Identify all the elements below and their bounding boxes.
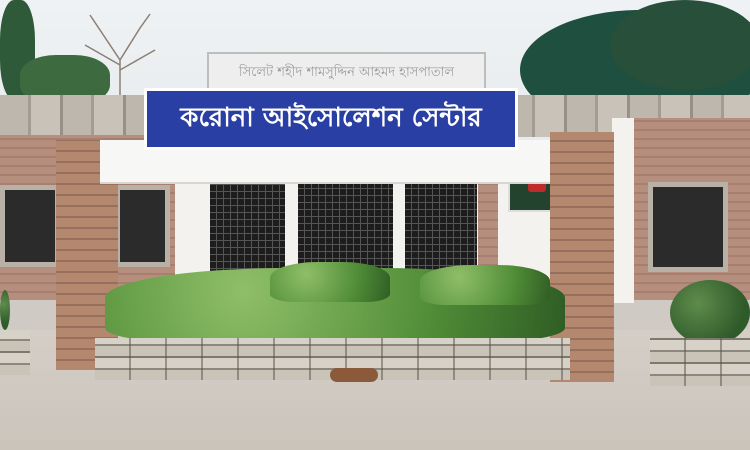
grille-door-1: [210, 182, 285, 282]
hedge-top-2: [420, 265, 550, 305]
isolation-center-text: করোনা আইসোলেশন সেন্টার: [180, 103, 482, 133]
right-planter: [650, 338, 750, 386]
right-wall-trim: [612, 118, 634, 303]
dog-lying: [330, 368, 378, 382]
left-window-2: [115, 185, 170, 267]
hedge-top-1: [270, 262, 390, 302]
left-window-1: [0, 185, 60, 267]
bare-tree-branches: [60, 10, 180, 100]
left-shrub: [0, 290, 10, 330]
right-shrub: [670, 280, 750, 345]
grille-door-3: [405, 182, 477, 272]
isolation-center-sign: [144, 88, 518, 150]
hospital-name-text: সিলেট শহীদ শামসুদ্দিন আহমদ হাসপাতাল: [238, 64, 455, 80]
left-planter: [0, 330, 30, 375]
right-window: [648, 182, 728, 272]
right-tree-top: [610, 0, 750, 90]
grille-door-2: [298, 182, 393, 272]
